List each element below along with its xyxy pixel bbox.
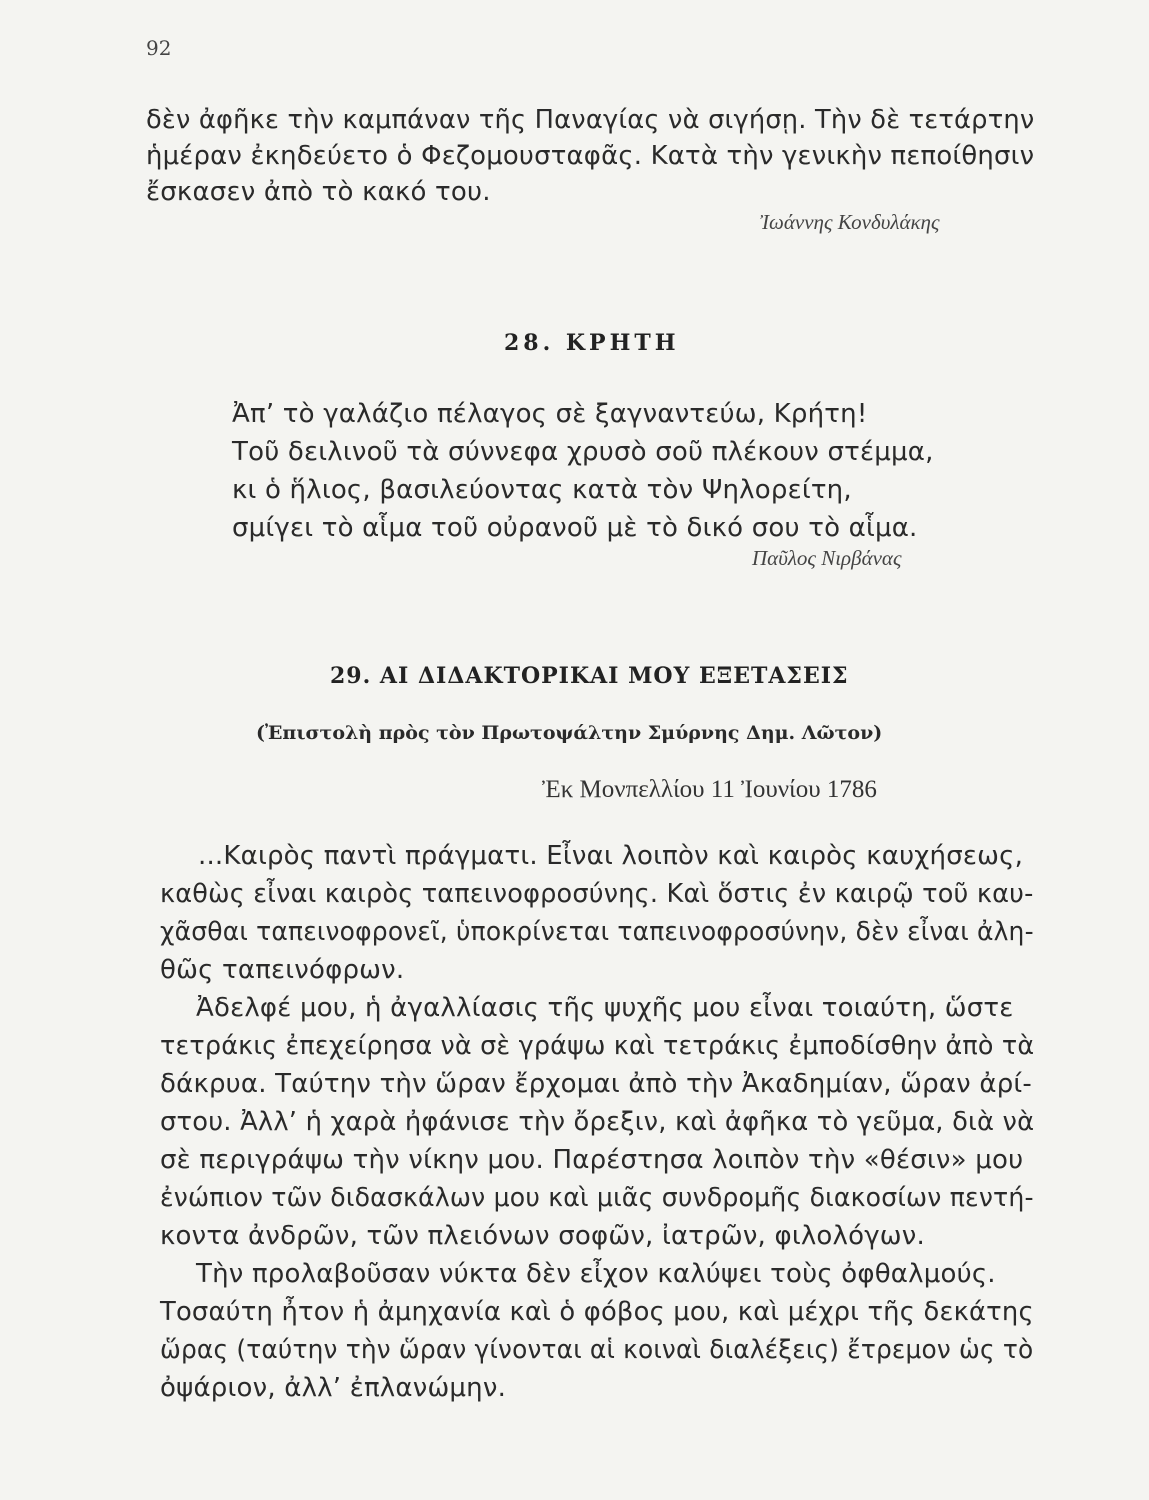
text-line: ...Καιρὸς παντὶ πράγματι. Εἶναι λοιπὸν καὶ καιρὸς καυχήσεως, <box>198 841 1024 871</box>
poem-line: κι ὁ ἥλιος, βασιλεύοντας κατὰ τὸν Ψηλορείτη, <box>232 475 852 505</box>
section-subheading: (Ἐπιστολὴ πρὸς τὸν Πρωτοψάλτην Σμύρνης Δημ. Λῶτον) <box>256 722 883 744</box>
section-heading: 28. ΚΡΗΤΗ <box>504 330 680 356</box>
text-line: καθὼς εἶναι καιρὸς ταπεινοφροσύνης. Καὶ ὅστις ἐν καιρῷ τοῦ καυ- <box>160 879 1034 909</box>
text-line: κοντα ἀνδρῶν, τῶν πλειόνων σοφῶν, ἰατρῶν, φιλολόγων. <box>160 1221 925 1251</box>
poem-line: Τοῦ δειλινοῦ τὰ σύννεφα χρυσὸ σοῦ πλέκουν στέμμα, <box>232 437 934 467</box>
page-number: 92 <box>146 36 172 60</box>
author-signature: Ἰωάννης Κονδυλάκης <box>760 210 940 234</box>
letter-dateline: Ἐκ Μονπελλίου 11 Ἰουνίου 1786 <box>542 776 877 803</box>
text-line: ἐνώπιον τῶν διδασκάλων μου καὶ μιᾶς συνδρομῆς διακοσίων πεντή- <box>160 1183 1034 1213</box>
author-signature: Παῦλος Νιρβάνας <box>752 546 902 570</box>
text-line: στου. Ἀλλ’ ἡ χαρὰ ἠφάνισε τὴν ὄρεξιν, καὶ ἀφῆκα τὸ γεῦμα, διὰ νὰ <box>160 1107 1035 1137</box>
text-line: Τὴν προλαβοῦσαν νύκτα δὲν εἶχον καλύψει τοὺς ὀφθαλμούς. <box>196 1259 996 1289</box>
text-line: Ἀδελφέ μου, ἡ ἀγαλλίασις τῆς ψυχῆς μου εἶναι τοιαύτη, ὥστε <box>196 993 1014 1023</box>
text-line: ἡμέραν ἐκηδεύετο ὁ Φεζομουσταφᾶς. Κατὰ τὴν γενικὴν πεποίθησιν <box>146 141 1035 171</box>
text-line: δάκρυα. Ταύτην τὴν ὥραν ἔρχομαι ἀπὸ τὴν Ἀκαδημίαν, ὥραν ἀρί- <box>160 1069 1032 1099</box>
text-line: ὥρας (ταύτην τὴν ὥραν γίνονται αἱ κοιναὶ διαλέξεις) ἔτρεμον ὡς τὸ <box>160 1335 1034 1365</box>
text-line: Τοσαύτη ἦτον ἡ ἀμηχανία καὶ ὁ φόβος μου, καὶ μέχρι τῆς δεκάτης <box>160 1297 1034 1327</box>
text-line: ὀψάριον, ἀλλ’ ἐπλανώμην. <box>160 1373 507 1403</box>
poem-line: Ἀπ’ τὸ γαλάζιο πέλαγος σὲ ξαγναντεύω, Κρήτη! <box>232 399 868 429</box>
text-line: χᾶσθαι ταπεινοφρονεῖ, ὑποκρίνεται ταπεινοφροσύνην, δὲν εἶναι ἀλη- <box>160 917 1034 947</box>
section-heading: 29. ΑΙ ΔΙΔΑΚΤΟΡΙΚΑΙ ΜΟΥ ΕΞΕΤΑΣΕΙΣ <box>330 663 849 689</box>
text-line: ἔσκασεν ἀπὸ τὸ κακό του. <box>146 177 491 207</box>
text-line: τετράκις ἐπεχείρησα νὰ σὲ γράψω καὶ τετράκις ἐμποδίσθην ἀπὸ τὰ <box>160 1031 1035 1061</box>
text-line: δὲν ἀφῆκε τὴν καμπάναν τῆς Παναγίας νὰ σιγήσῃ. Τὴν δὲ τετάρτην <box>146 105 1035 135</box>
text-line: θῶς ταπεινόφρων. <box>160 955 405 985</box>
poem-line: σμίγει τὸ αἷμα τοῦ οὐρανοῦ μὲ τὸ δικό σου τὸ αἷμα. <box>232 513 918 543</box>
text-line: σὲ περιγράψω τὴν νίκην μου. Παρέστησα λοιπὸν τὴν «θέσιν» μου <box>160 1145 1024 1175</box>
